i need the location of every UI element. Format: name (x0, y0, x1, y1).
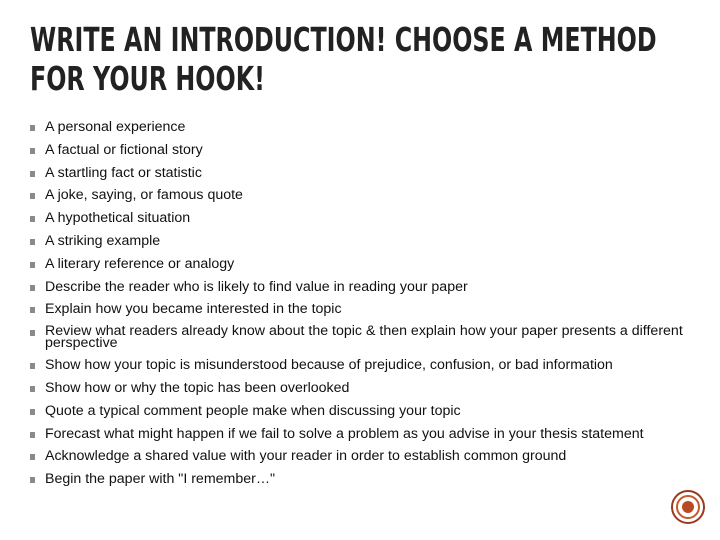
bullet-marker-icon (30, 285, 35, 291)
list-item-text: A hypothetical situation (45, 210, 191, 227)
bullet-marker-icon (30, 330, 35, 336)
list-item (30, 404, 690, 419)
bullet-marker-icon (30, 386, 35, 392)
bullet-marker-icon (30, 216, 35, 222)
list-item-text: Acknowledge a shared value with your reader in order to establish common ground (45, 448, 567, 465)
bullet-marker-icon (30, 239, 35, 245)
list-item-text: Begin the paper with "I remember…" (45, 471, 276, 488)
list-item-text: Forecast what might happen if we fail to solve a problem as you advise in your thesis statement (45, 425, 644, 442)
circle-nav-ring-icon (676, 495, 700, 519)
list-item (30, 358, 690, 373)
bullet-list (30, 116, 690, 487)
list-item-text: A joke, saying, or famous quote (45, 187, 243, 204)
list-item (30, 257, 690, 272)
list-item (30, 166, 690, 181)
list-item (30, 427, 690, 442)
list-item (30, 211, 690, 226)
bullet-marker-icon (30, 432, 35, 438)
circle-nav-core-icon (682, 501, 694, 513)
list-item-text: Quote a typical comment people make when discussing your topic (45, 402, 461, 419)
list-item (30, 143, 690, 158)
bullet-marker-icon (30, 262, 35, 268)
list-item-text: Explain how you became interested in the topic (45, 301, 342, 318)
list-item-text: Describe the reader who is likely to find value in reading your paper (45, 278, 468, 295)
list-item-text: A startling fact or statistic (45, 164, 202, 181)
list-item-text: Review what readers already know about the topic & then explain how your paper presents a different perspective (45, 323, 683, 352)
list-item (30, 472, 690, 487)
list-item (30, 188, 690, 203)
list-item-text: A striking example (45, 232, 161, 249)
bullet-marker-icon (30, 171, 35, 177)
bullet-marker-icon (30, 409, 35, 415)
list-item (30, 449, 690, 464)
list-item (30, 302, 690, 317)
list-item-text: A personal experience (45, 119, 186, 135)
bullet-marker-icon (30, 307, 35, 313)
list-item (30, 234, 690, 249)
bullet-marker-icon (30, 148, 35, 154)
list-item-text: Show how or why the topic has been overlooked (45, 379, 350, 396)
circle-nav-icon[interactable] (671, 490, 705, 524)
bullet-marker-icon (30, 193, 35, 199)
bullet-marker-icon (30, 125, 35, 131)
slide-title: WRITE AN INTRODUCTION! CHOOSE A METHOD FOR YOUR HOOK! (30, 20, 657, 98)
bullet-marker-icon (30, 363, 35, 369)
list-item (30, 323, 690, 352)
list-item (30, 280, 690, 295)
list-item-text: A factual or fictional story (45, 141, 203, 158)
list-item (30, 381, 690, 396)
list-item-text: A literary reference or analogy (45, 255, 235, 272)
bullet-marker-icon (30, 454, 35, 460)
list-item (30, 120, 690, 135)
bullet-marker-icon (30, 477, 35, 483)
list-item-text: Show how your topic is misunderstood because of prejudice, confusion, or bad information (45, 357, 613, 374)
